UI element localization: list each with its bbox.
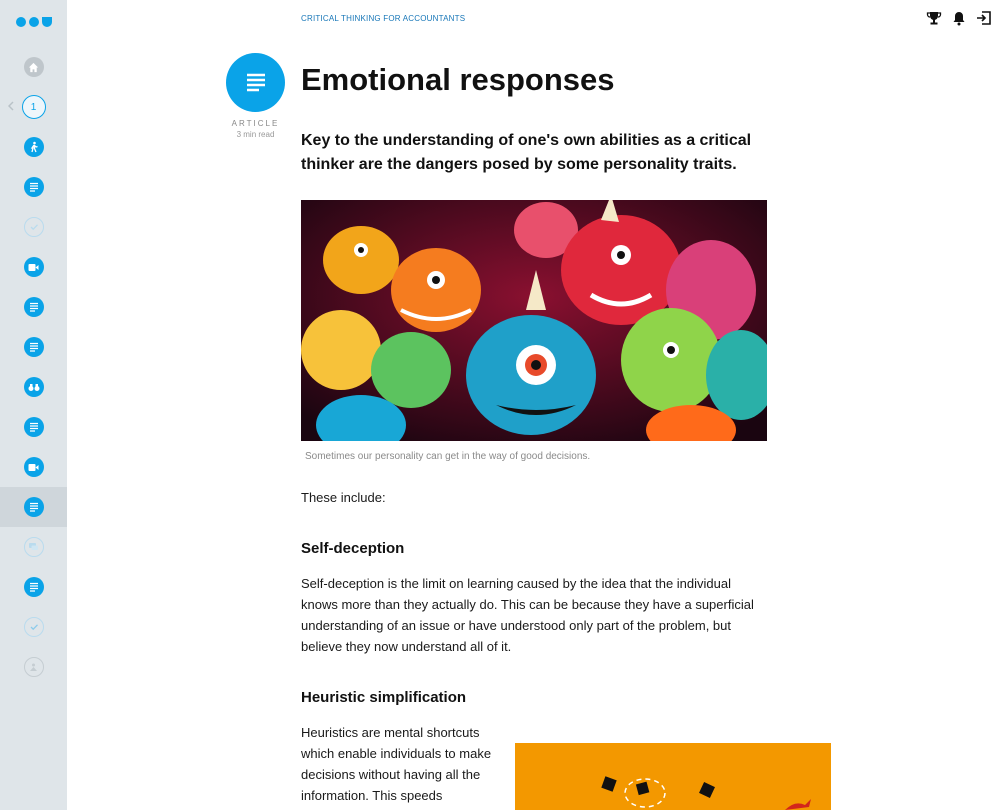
hero-image-monsters <box>301 200 767 441</box>
section-heading: Self-deception <box>301 540 405 557</box>
sidebar-item-article-current[interactable] <box>0 487 67 527</box>
check-icon <box>24 217 44 237</box>
article-icon <box>24 177 44 197</box>
sidebar-item-activity[interactable] <box>0 127 67 167</box>
article-icon <box>24 337 44 357</box>
sidebar-item-check-1[interactable] <box>0 207 67 247</box>
section-heading: Heuristic simplification <box>301 689 467 706</box>
logout-icon[interactable] <box>976 10 992 26</box>
section-body: Self-deception is the limit on learning caused by the idea that the individual knows more than they actually do. This can be because they have a superficial understanding of an issue or have understood only part of the problem, but believe they now understand all of it. <box>301 576 754 654</box>
sidebar-item-video-2[interactable] <box>0 447 67 487</box>
check-icon <box>24 617 44 637</box>
lead-paragraph: Key to the understanding of one's own abilities as a critical thinker are the dangers posed by some personality traits. <box>301 132 752 173</box>
bell-icon[interactable] <box>951 10 967 26</box>
article-icon <box>24 417 44 437</box>
article-icon <box>24 497 44 517</box>
finish-icon <box>24 657 44 677</box>
step-number: 1 <box>30 101 37 113</box>
course-sidebar <box>0 0 67 810</box>
sidebar-item-article-4[interactable] <box>0 407 67 447</box>
header-actions <box>926 10 992 26</box>
trophy-icon[interactable] <box>926 10 942 26</box>
section-body: Heuristics are mental shortcuts which enable individuals to make decisions without having all the information. This speeds <box>301 725 492 803</box>
read-time: 3 min read <box>236 130 275 139</box>
image-caption: Sometimes our personality can get in the way of good decisions. <box>305 451 591 462</box>
sidebar-item-home[interactable] <box>0 47 67 87</box>
sidebar-item-finish[interactable] <box>0 647 67 687</box>
home-icon <box>24 57 44 77</box>
article-icon <box>24 577 44 597</box>
video-icon <box>24 257 44 277</box>
heuristics-illustration <box>515 743 831 810</box>
video-icon <box>24 457 44 477</box>
sidebar-item-video-1[interactable] <box>0 247 67 287</box>
sidebar-item-binoculars[interactable] <box>0 367 67 407</box>
activity-icon <box>24 137 44 157</box>
sidebar-item-discussion[interactable] <box>0 527 67 567</box>
sidebar-item-check-2[interactable] <box>0 607 67 647</box>
article-type-label: ARTICLE <box>231 119 280 128</box>
page-title: Emotional responses <box>301 62 615 97</box>
article-icon <box>24 297 44 317</box>
article-type-badge <box>226 53 285 112</box>
course-title-link[interactable]: CRITICAL THINKING FOR ACCOUNTANTS <box>301 14 466 23</box>
sidebar-item-article-2[interactable] <box>0 287 67 327</box>
sidebar-item-article-1[interactable] <box>0 167 67 207</box>
sidebar-item-current-step[interactable] <box>0 87 67 127</box>
sidebar-item-article-5[interactable] <box>0 567 67 607</box>
chat-icon <box>24 537 44 557</box>
step-number-indicator <box>22 95 46 119</box>
sidebar-item-article-3[interactable] <box>0 327 67 367</box>
binoculars-icon <box>24 377 44 397</box>
article-icon <box>244 71 268 95</box>
app-logo[interactable] <box>16 16 52 28</box>
intro-text: These include: <box>301 490 386 505</box>
